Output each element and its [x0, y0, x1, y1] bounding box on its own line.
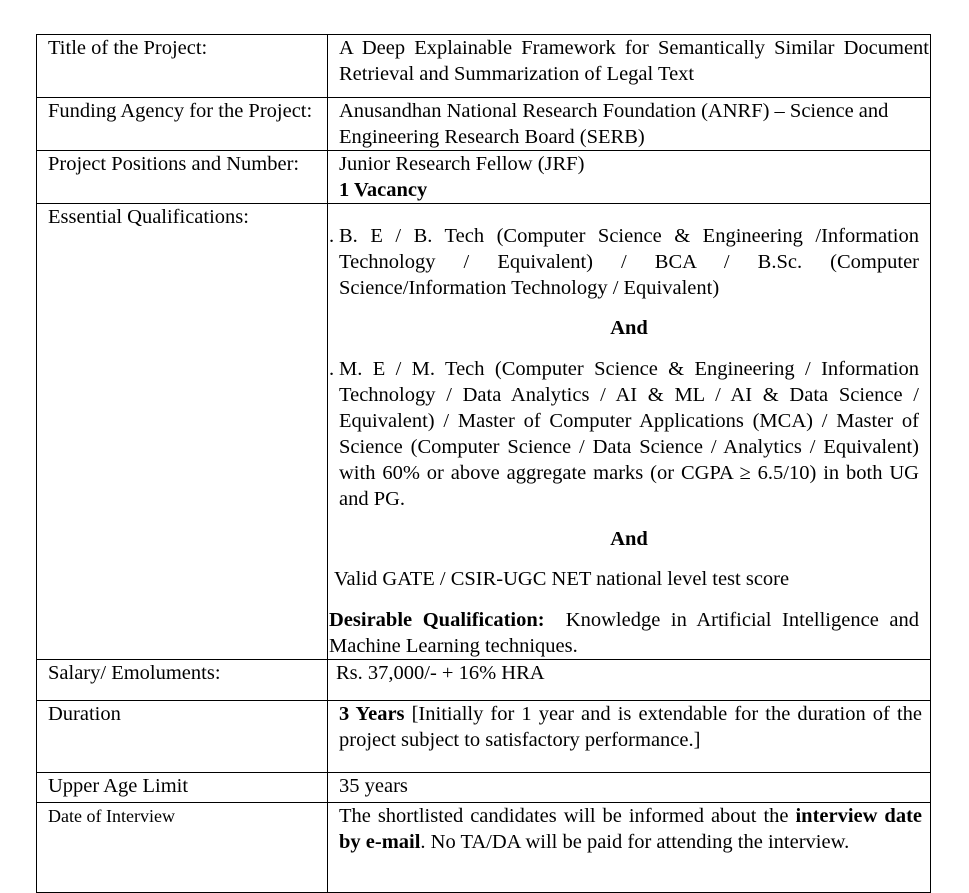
row-interview	[37, 803, 931, 893]
row-qualifications	[37, 204, 931, 660]
title-label: Title of the Project:	[37, 35, 328, 98]
desirable-label: Desirable Qualification:	[329, 609, 545, 631]
row-positions	[37, 151, 931, 204]
interview-label: Date of Interview	[37, 803, 328, 893]
vacancy-count	[339, 177, 929, 203]
interview-text-2: . No TA/DA will be paid for attending the interview.	[420, 831, 850, 853]
pg-bullet: .	[329, 358, 335, 380]
ug-text: B. E / B. Tech (Computer Science & Engineering /Information Technology / Equivalent) / BCA / B.Sc. (Computer Science/Information Technology / Equivalent)	[339, 225, 919, 299]
qualifications-label: Essential Qualifications:	[37, 204, 328, 660]
qualifications-value	[328, 204, 931, 660]
ug-bullet: .	[329, 225, 335, 247]
and-separator-2: And	[610, 528, 648, 550]
positions-label: Project Positions and Number:	[37, 151, 328, 204]
interview-value	[328, 803, 931, 893]
salary-label: Salary/ Emoluments:	[37, 660, 328, 701]
age-label: Upper Age Limit	[37, 773, 328, 803]
funding-agency: Anusandhan National Research Foundation (ANRF) – Science and Engineering Research Board (SERB)	[328, 98, 931, 151]
age-value: 35 years	[328, 773, 931, 803]
row-funding	[37, 98, 931, 151]
vacancy-text: 1 Vacancy	[339, 179, 428, 201]
funding-label: Funding Agency for the Project:	[37, 98, 328, 151]
project-title: A Deep Explainable Framework for Semantically Similar Document Retrieval and Summarization of Legal Text	[328, 35, 931, 98]
desirable-text: Knowledge in Artificial Intelligence and Machine Learning techniques.	[329, 609, 920, 657]
pg-qualification	[329, 356, 929, 512]
duration-years: 3 Years	[339, 703, 405, 725]
duration-value	[328, 701, 931, 773]
position-name: Junior Research Fellow (JRF)	[339, 153, 585, 175]
duration-text: [Initially for 1 year and is extendable for the duration of the project subject to satisfactory performance.]	[339, 703, 923, 751]
and-separator-1: And	[610, 317, 648, 339]
row-title	[37, 35, 931, 98]
salary-value: Rs. 37,000/- + 16% HRA	[328, 660, 931, 701]
row-salary	[37, 660, 931, 701]
desirable-qualification	[329, 607, 929, 659]
pg-text: M. E / M. Tech (Computer Science & Engineering / Information Technology / Data Analytics / AI & ML / AI & Data Science / Equivalent) / Master of Computer Applications (MCA) / Master of Science (Computer Science / Data Science / Analytics / Equivalent) with 60% or above aggregate marks (or CGPA ≥ 6.5/10) in both UG and PG.	[339, 358, 919, 510]
interview-text-bold: interview date by e-mail	[339, 805, 922, 853]
ug-qualification	[329, 223, 929, 301]
positions-value	[328, 151, 931, 204]
project-info-table	[36, 34, 931, 893]
interview-text-1: The shortlisted candidates will be informed about the	[339, 805, 796, 827]
duration-label: Duration	[37, 701, 328, 773]
row-duration	[37, 701, 931, 773]
gate-requirement: Valid GATE / CSIR-UGC NET national level test score	[334, 568, 790, 590]
row-age	[37, 773, 931, 803]
